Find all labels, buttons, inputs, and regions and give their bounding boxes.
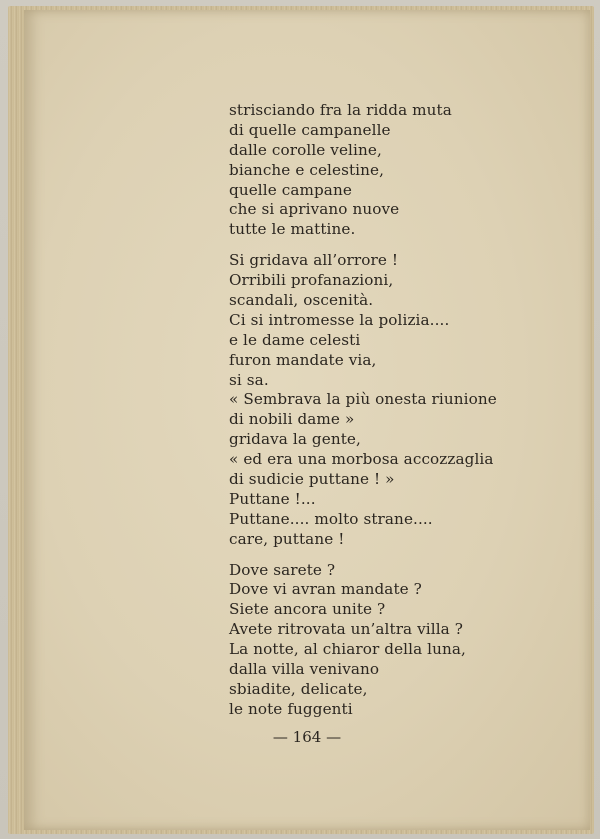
poem-line: « ed era una morbosa accozzaglia [229,450,494,469]
poem-line: dalle corolle veline, [229,140,382,159]
poem-line: tutte le mattine. [229,220,356,239]
poem-line: Si gridava all’orrore ! [229,251,399,270]
poem-line: strisciando fra la ridda muta [229,101,452,119]
poem-line: Ci si intromesse la polizia.... [229,310,450,329]
poem-line: Dove sarete ? [229,560,336,579]
poem-line: si sa. [229,370,269,389]
poem-line: Dove vi avran mandate ? [229,580,422,599]
stanza [229,101,559,240]
poem-line: di nobili dame » [229,410,355,429]
poem-line: Puttane.... molto strane.... [229,509,433,528]
poem-line: e le dame celesti [229,330,361,349]
page-number: — 164 — [272,728,342,746]
stanza [229,561,559,720]
poem-line: Puttane !... [229,489,316,508]
poem-line: le note fuggenti [229,699,353,718]
poem-line: care, puttane ! [229,529,345,548]
poem-line: dalla villa venivano [229,660,380,679]
poem-line: di sudicie puttane ! » [229,470,395,489]
poem-line: sbiadite, delicate, [229,679,368,698]
poem-line: quelle campane [229,180,352,199]
poem-line: bianche e celestine, [229,160,385,179]
poem-line: « Sembrava la più onesta riunione [229,390,497,409]
poem-line: Siete ancora unite ? [229,600,386,619]
poem-line: Orribili profanazioni, [229,271,394,290]
poem-line: di quelle campanelle [229,120,391,139]
poem-line: scandali, oscenità. [229,291,374,310]
stanza [229,251,559,549]
poem-text [229,101,559,731]
poem-line: furon mandate via, [229,350,377,369]
poem-line: Avete ritrovata un’altra villa ? [229,620,464,639]
book-page [24,10,590,830]
poem-line: La notte, al chiaror della luna, [229,640,466,659]
poem-line: gridava la gente, [229,430,361,449]
poem-line: che si aprivano nuove [229,200,400,219]
